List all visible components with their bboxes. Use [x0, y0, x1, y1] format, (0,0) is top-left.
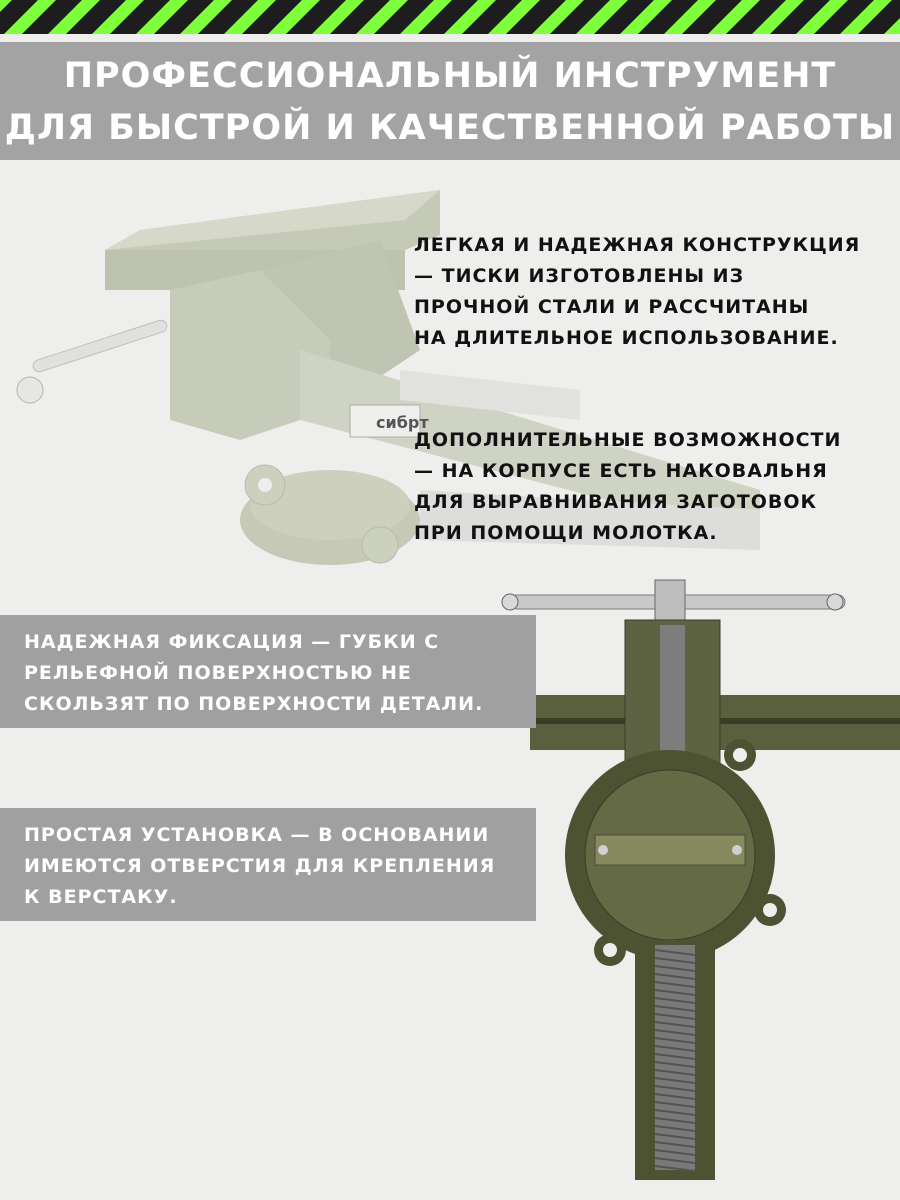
feature-anvil-line: — НА КОРПУСЕ ЕСТЬ НАКОВАЛЬНЯ: [414, 460, 828, 482]
brand-logo: сибрт: [376, 413, 429, 432]
hazard-stripe-banner: [0, 0, 900, 34]
feature-construction-line: — ТИСКИ ИЗГОТОВЛЕНЫ ИЗ: [414, 265, 745, 287]
feature-installation-line: ПРОСТАЯ УСТАНОВКА — В ОСНОВАНИИ: [24, 824, 490, 846]
feature-fixation-line: СКОЛЬЗЯТ ПО ПОВЕРХНОСТИ ДЕТАЛИ.: [24, 693, 484, 715]
feature-installation-line: ИМЕЮТСЯ ОТВЕРСТИЯ ДЛЯ КРЕПЛЕНИЯ: [24, 855, 496, 877]
feature-fixation-line: РЕЛЬЕФНОЙ ПОВЕРХНОСТЬЮ НЕ: [24, 662, 412, 684]
feature-anvil-line: ДЛЯ ВЫРАВНИВАНИЯ ЗАГОТОВОК: [414, 491, 818, 513]
feature-fixation-line: НАДЕЖНАЯ ФИКСАЦИЯ — ГУБКИ С: [24, 631, 440, 653]
feature-construction: [414, 230, 874, 354]
feature-construction-line: НА ДЛИТЕЛЬНОЕ ИСПОЛЬЗОВАНИЕ.: [414, 327, 839, 349]
header-banner: [0, 42, 900, 160]
feature-construction-line: ПРОЧНОЙ СТАЛИ И РАССЧИТАНЫ: [414, 296, 810, 318]
header-title-line2: ДЛЯ БЫСТРОЙ И КАЧЕСТВЕННОЙ РАБОТЫ: [4, 108, 896, 148]
feature-installation-line: К ВЕРСТАКУ.: [24, 886, 178, 908]
vise-top-view-image: [500, 570, 900, 1200]
feature-anvil: [414, 425, 874, 549]
feature-anvil-line: ПРИ ПОМОЩИ МОЛОТКА.: [414, 522, 718, 544]
feature-construction-line: ЛЕГКАЯ И НАДЕЖНАЯ КОНСТРУКЦИЯ: [414, 234, 861, 256]
feature-installation-box: [0, 808, 536, 921]
vise-side-view-image: [0, 160, 900, 620]
feature-fixation-box: [0, 615, 536, 728]
feature-anvil-line: ДОПОЛНИТЕЛЬНЫЕ ВОЗМОЖНОСТИ: [414, 429, 842, 451]
header-title-line1: ПРОФЕССИОНАЛЬНЫЙ ИНСТРУМЕНТ: [63, 56, 837, 96]
